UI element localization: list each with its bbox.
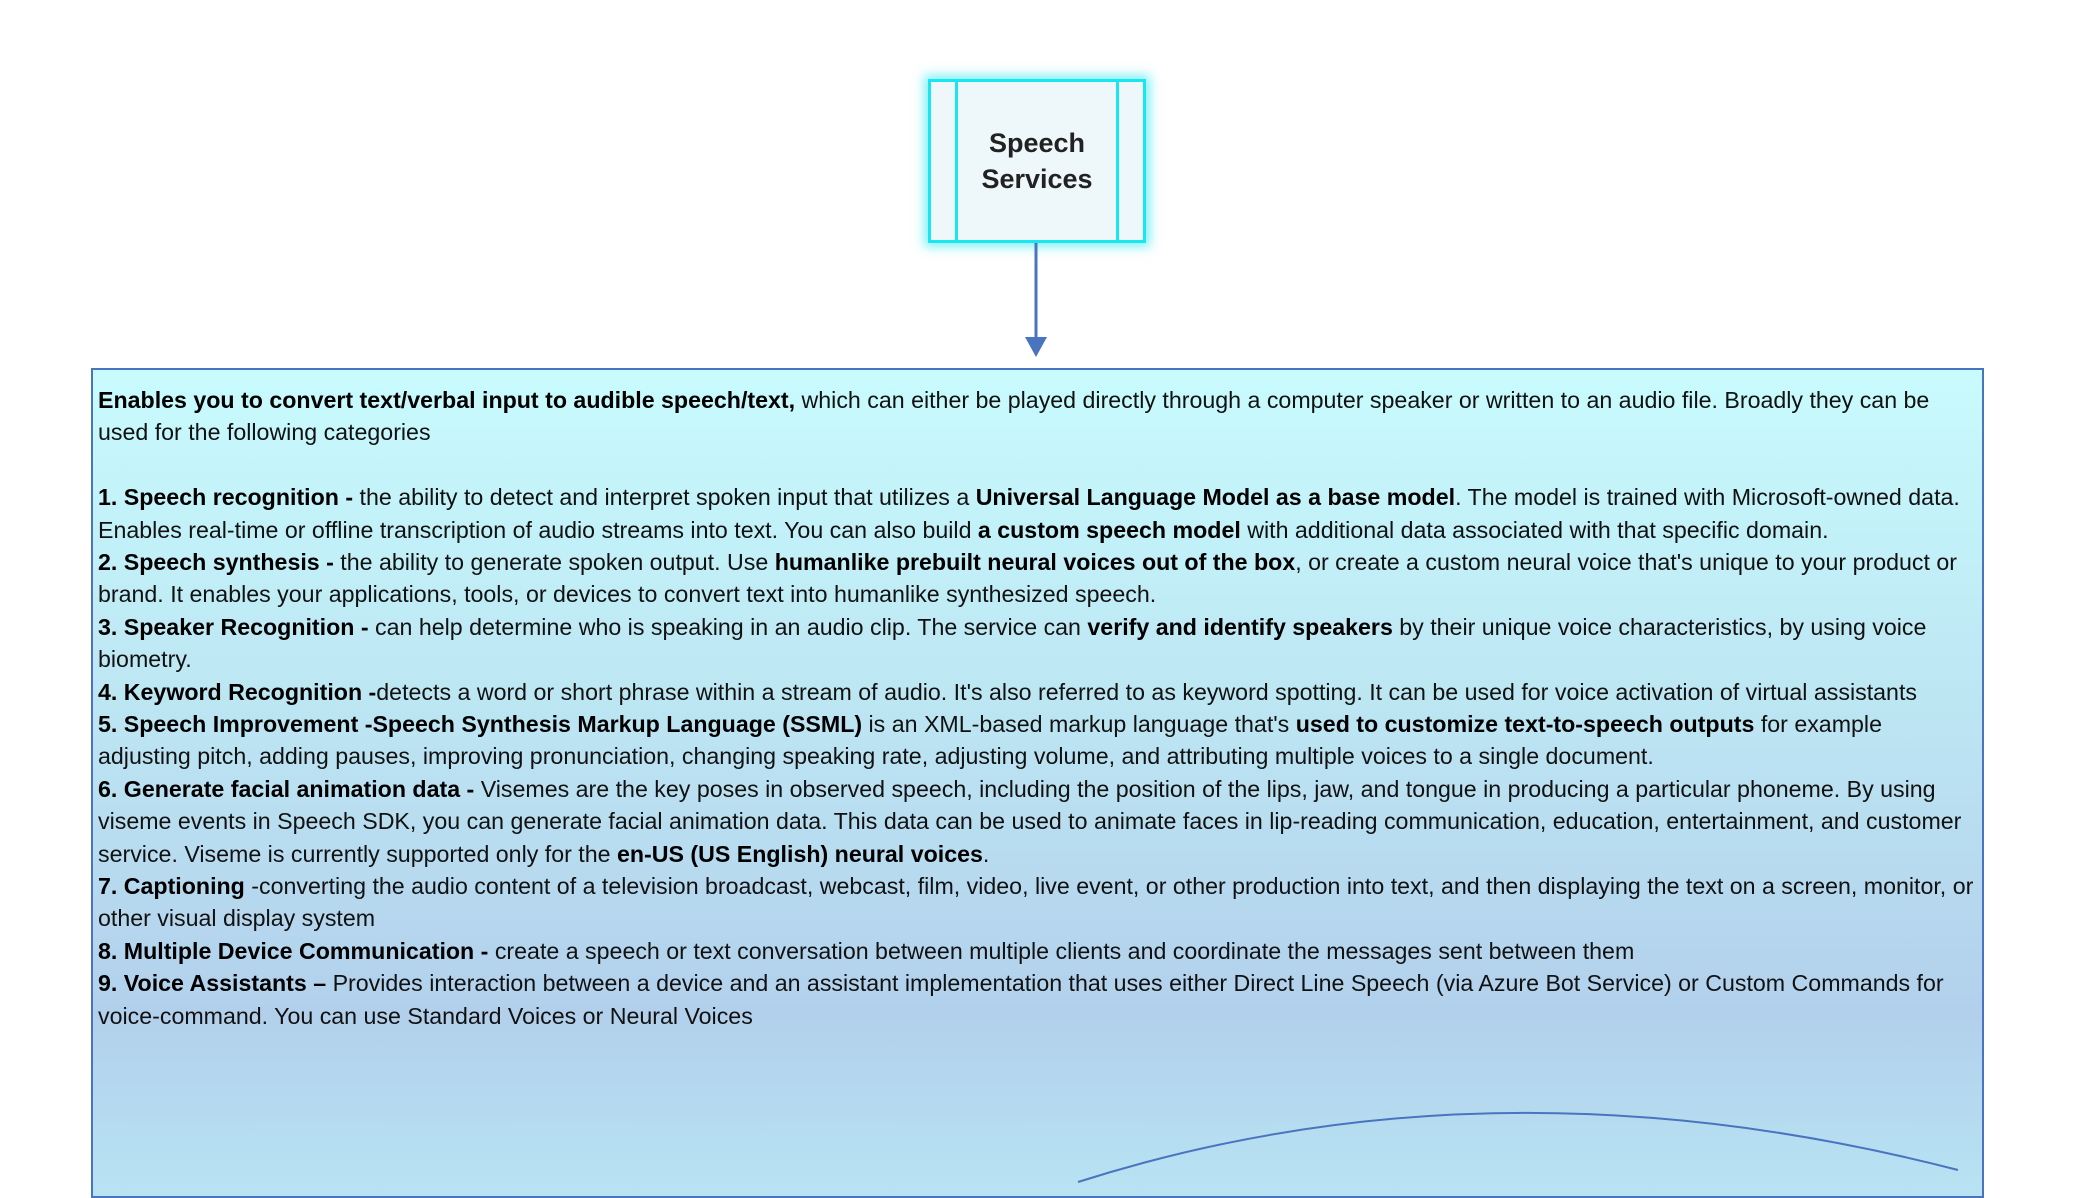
item9-text1: Provides interaction between a device and an assistant implementation that uses either Direct Line Speech (via Azure Bot Service) or Custom Commands for voice-command. You can use Standard Voices or Neural Voices xyxy=(98,970,1944,1029)
item-speaker-recognition xyxy=(98,611,1978,676)
item6-head: 6. Generate facial animation data - xyxy=(98,775,475,802)
item-voice-assistants xyxy=(98,967,1978,1032)
item1-text1: the ability to detect and interpret spoken input that utilizes a xyxy=(353,484,976,511)
paragraph-gap xyxy=(98,449,1978,481)
item5-text2: for example adjusting pitch, adding pauses, improving pronunciation, changing speaking rate, adjusting volume, and attributing multiple voices to a single document. xyxy=(98,711,1882,770)
item3-head: 3. Speaker Recognition - xyxy=(98,613,369,640)
item6-text1: Visemes are the key poses in observed speech, including the position of the lips, jaw, and tongue in producing a particular phoneme. By using viseme events in Speech SDK, you can generate facial animation data. This data can be used to animate faces in lip-reading communication, education, entertainment, and customer service. Viseme is currently supported only for the xyxy=(98,775,1962,867)
item7-head: 7. Captioning xyxy=(98,873,245,900)
item2-text1: the ability to generate spoken output. Use xyxy=(333,549,775,576)
item2-bold1: humanlike prebuilt neural voices out of the box xyxy=(774,549,1296,576)
item1-bold2: a custom speech model xyxy=(977,516,1241,543)
item-speech-synthesis xyxy=(98,546,1978,611)
intro-bold: Enables you to convert text/verbal input to audible speech/text, xyxy=(98,387,796,413)
item-captioning xyxy=(98,870,1978,935)
item5-text1: is an XML-based markup language that's xyxy=(862,711,1296,738)
item3-text1: can help determine who is speaking in an audio clip. The service can xyxy=(368,613,1088,640)
item1-bold1: Universal Language Model as a base model xyxy=(975,484,1456,511)
node-title-line1: Speech xyxy=(988,128,1086,158)
item-multiple-device-communication xyxy=(98,935,1978,967)
item-speech-recognition xyxy=(98,481,1978,546)
item2-text2: , or create a custom neural voice that's unique to your product or brand. It enables your applications, tools, or devices to convert text into humanlike synthesized speech. xyxy=(98,549,1957,608)
item1-text2: . The model is trained with Microsoft-owned data. Enables real-time or offline transcription of audio streams into text. You can also build xyxy=(98,484,1960,543)
item6-bold1: en-US (US English) neural voices xyxy=(616,840,983,867)
description-text xyxy=(98,384,1978,1032)
item1-head: 1. Speech recognition - xyxy=(98,484,354,511)
item9-head: 9. Voice Assistants – xyxy=(98,970,327,997)
item2-head: 2. Speech synthesis - xyxy=(98,549,334,576)
item5-bold1: used to customize text-to-speech outputs xyxy=(1295,711,1755,738)
item3-text2: by their unique voice characteristics, by using voice biometry. xyxy=(98,613,1927,673)
intro-paragraph xyxy=(98,384,1978,449)
item5-head: 5. Speech Improvement -Speech Synthesis Markup Language (SSML) xyxy=(98,711,863,738)
item8-head: 8. Multiple Device Communication - xyxy=(98,937,489,964)
item7-text1: -converting the audio content of a television broadcast, webcast, film, video, live event, or other production into text, and then displaying the text on a screen, monitor, or other visual display system xyxy=(98,873,1974,932)
item6-text2: . xyxy=(982,840,990,867)
item-keyword-recognition xyxy=(98,676,1978,708)
item-speech-improvement xyxy=(98,708,1978,773)
item1-text3: with additional data associated with that specific domain. xyxy=(1240,516,1829,543)
item3-bold1: verify and identify speakers xyxy=(1087,613,1393,640)
description-box[interactable] xyxy=(91,368,1984,1198)
item4-head: 4. Keyword Recognition - xyxy=(98,678,377,705)
intro-text: which can either be played directly through a computer speaker or written to an audio file. Broadly they can be used for the following categories xyxy=(98,387,1930,446)
item8-text1: create a speech or text conversation between multiple clients and coordinate the messages sent between them xyxy=(488,937,1635,964)
arrowhead-icon xyxy=(1025,337,1047,357)
item4-text1: detects a word or short phrase within a stream of audio. It's also referred to as keyword spotting. It can be used for voice activation of virtual assistants xyxy=(376,678,1917,705)
node-title-line2: Services xyxy=(981,164,1093,194)
item-facial-animation xyxy=(98,773,1978,870)
